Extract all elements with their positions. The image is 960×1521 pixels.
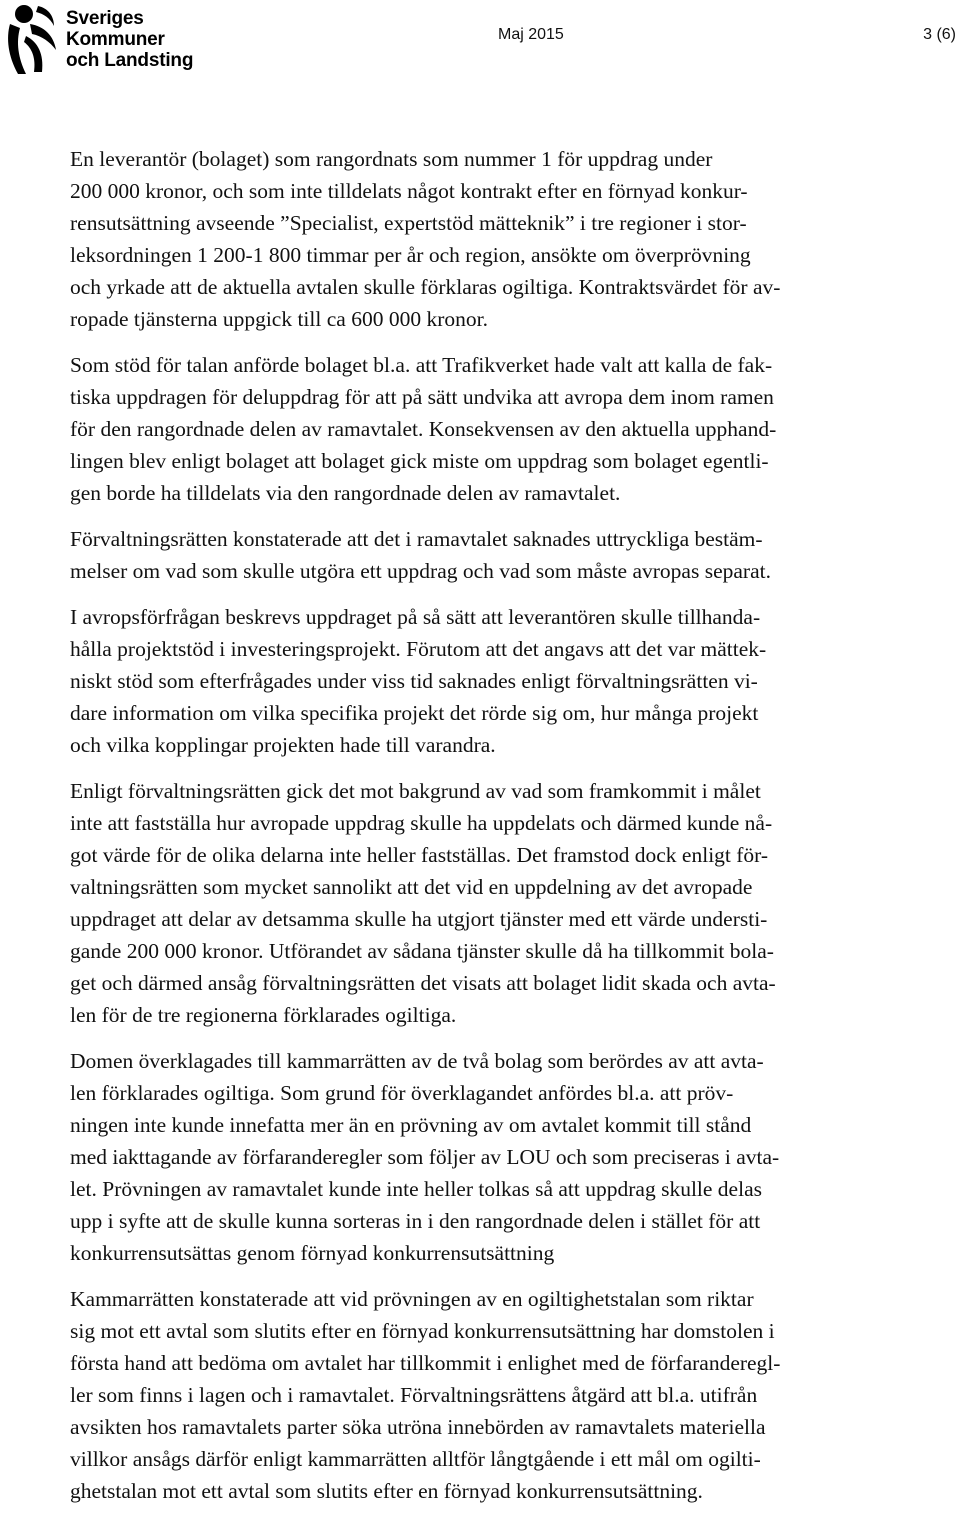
logo-line: och Landsting (66, 50, 194, 71)
text-line: och vilka kopplingar projekten hade till varandra. (70, 733, 496, 757)
text-line: villkor ansågs därför enligt kammarrätten alltför långtgående i ett mål om ogilti- (70, 1447, 761, 1471)
logo-line: Sveriges (66, 8, 144, 29)
text-line: leksordningen 1 200-1 800 timmar per år och region, ansökte om överprövning (70, 243, 751, 267)
paragraph (70, 775, 916, 1031)
paragraph (70, 523, 916, 587)
text-line: len förklarades ogiltiga. Som grund för överklagandet anfördes bl.a. att pröv- (70, 1081, 734, 1105)
document-body (70, 143, 916, 1521)
text-line: Som stöd för talan anförde bolaget bl.a. att Trafikverket hade valt att kalla de fak- (70, 353, 773, 377)
text-line: ler som finns i lagen och i ramavtalet. Förvaltningsrättens åtgärd att bl.a. utifrån (70, 1383, 758, 1407)
logo-line: Kommuner (66, 29, 165, 50)
text-line: avsikten hos ramavtalets parter söka utröna innebörden av ramavtalets materiella (70, 1415, 766, 1439)
text-line: dare information om vilka specifika projekt det rörde sig om, hur många projekt (70, 701, 759, 725)
logo-figure-icon (4, 2, 58, 76)
text-line: gen borde ha tilldelats via den rangordnade delen av ramavtalet. (70, 481, 621, 505)
text-line: upp i syfte att de skulle kunna sorteras in i den rangordnade delen i stället för att (70, 1209, 761, 1233)
text-line: för den rangordnade delen av ramavtalet. Konsekvensen av den aktuella upphand- (70, 417, 777, 441)
text-line: Kammarrätten konstaterade att vid prövningen av en ogiltighetstalan som riktar (70, 1287, 754, 1311)
text-line: sig mot ett avtal som slutits efter en förnyad konkurrensutsättning har domstolen i (70, 1319, 775, 1343)
text-line: let. Prövningen av ramavtalet kunde inte heller tolkas så att uppdrag skulle delas (70, 1177, 762, 1201)
text-line: Enligt förvaltningsrätten gick det mot bakgrund av vad som framkommit i målet (70, 779, 761, 803)
paragraph (70, 349, 916, 509)
text-line: melser om vad som skulle utgöra ett uppdrag och vad som måste avropas separat. (70, 559, 771, 583)
paragraph (70, 143, 916, 335)
document-date: Maj 2015 (498, 26, 564, 43)
paragraph (70, 1045, 916, 1269)
text-line: hålla projektstöd i investeringsprojekt. Förutom att det angavs att det var mättek- (70, 637, 767, 661)
text-line: valtningsrätten som mycket sannolikt att det vid en uppdelning av det avropade (70, 875, 753, 899)
text-line: tiska uppdragen för deluppdrag för att på sätt undvika att avropa dem inom ramen (70, 385, 774, 409)
text-line: 200 000 kronor, och som inte tilldelats något kontrakt efter en förnyad konkur- (70, 179, 748, 203)
text-line: uppdraget att delar av detsamma skulle ha utgjort tjänster med ett värde understi- (70, 907, 768, 931)
text-line: got värde för de olika delarna inte heller fastställas. Det framstod dock enligt för- (70, 843, 769, 867)
text-line: inte att fastställa hur avropade uppdrag skulle ha uppdelats och därmed kunde nå- (70, 811, 773, 835)
text-line: ropade tjänsterna uppgick till ca 600 000 kronor. (70, 307, 488, 331)
text-line: konkurrensutsättas genom förnyad konkurrensutsättning (70, 1241, 555, 1265)
paragraph (70, 601, 916, 761)
text-line: lingen blev enligt bolaget att bolaget gick miste om uppdrag som bolaget egentli- (70, 449, 769, 473)
text-line: första hand att bedöma om avtalet har tillkommit i enlighet med de förfaranderegl- (70, 1351, 781, 1375)
page-header (0, 0, 960, 90)
text-line: len för de tre regionerna förklarades ogiltiga. (70, 1003, 457, 1027)
text-line: gande 200 000 kronor. Utförandet av sådana tjänster skulle då ha tillkommit bola- (70, 939, 774, 963)
paragraph (70, 1283, 916, 1507)
text-line: Domen överklagades till kammarrätten av de två bolag som berördes av att avta- (70, 1049, 764, 1073)
text-line: En leverantör (bolaget) som rangordnats som nummer 1 för uppdrag under (70, 147, 713, 171)
text-line: niskt stöd som efterfrågades under viss tid saknades enligt förvaltningsrätten vi- (70, 669, 758, 693)
text-line: med iakttagande av förfaranderegler som följer av LOU och som preciseras i avta- (70, 1145, 780, 1169)
text-line: och yrkade att de aktuella avtalen skulle förklaras ogiltiga. Kontraktsvärdet för av- (70, 275, 781, 299)
text-line: ghetstalan mot ett avtal som slutits efter en förnyad konkurrensutsättning. (70, 1479, 703, 1503)
text-line: I avropsförfrågan beskrevs uppdraget på så sätt att leverantören skulle tillhanda- (70, 605, 761, 629)
logo-wordmark (66, 8, 193, 71)
text-line: Förvaltningsrätten konstaterade att det i ramavtalet saknades uttryckliga bestäm- (70, 527, 763, 551)
organization-logo (0, 0, 194, 80)
text-line: rensutsättning avseende ”Specialist, expertstöd mätteknik” i tre regioner i stor- (70, 211, 747, 235)
text-line: get och därmed ansåg förvaltningsrätten det visats att bolaget lidit skada och avta- (70, 971, 776, 995)
page-number: 3 (6) (923, 26, 956, 43)
text-line: ningen inte kunde innefatta mer än en prövning av om avtalet kommit till stånd (70, 1113, 752, 1137)
